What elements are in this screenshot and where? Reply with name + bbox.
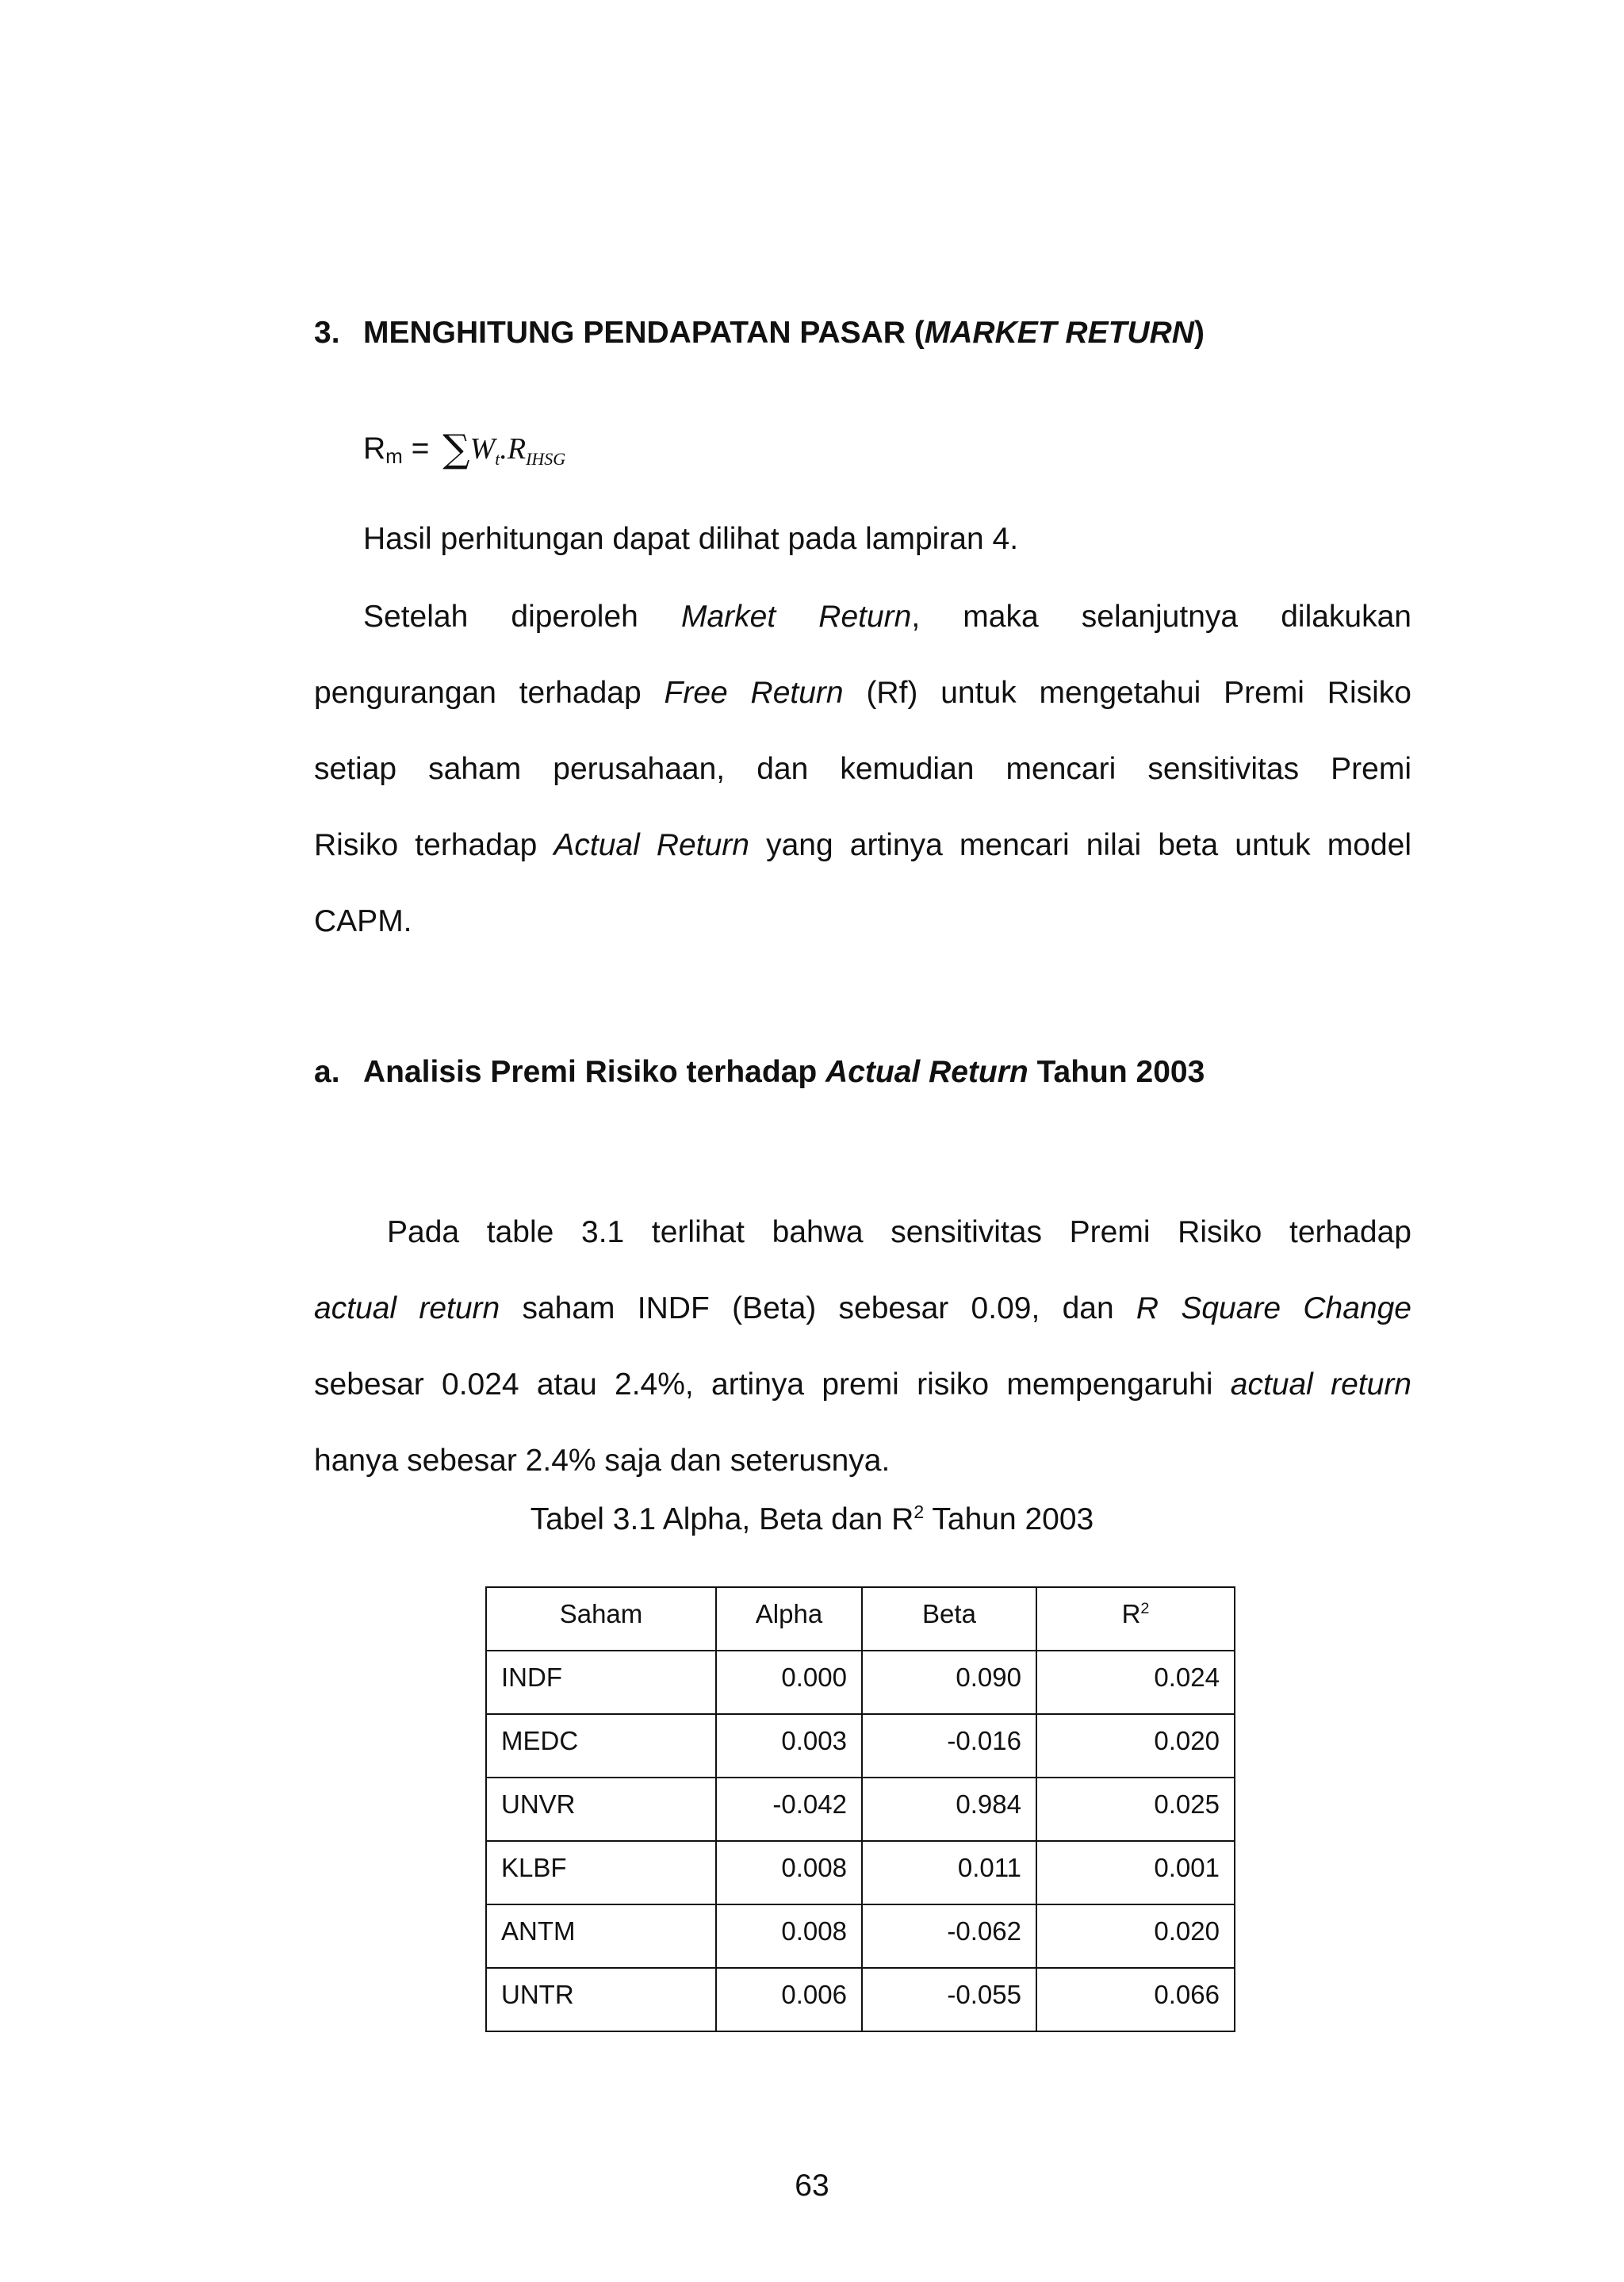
paragraph-line: CAPM. xyxy=(314,904,412,938)
paragraph-line: setiap saham perusahaan, dan kemudian mencari sensitivitas Premi xyxy=(314,752,1411,786)
paragraph-line: hanya sebesar 2.4% saja dan seterusnya. xyxy=(314,1444,891,1478)
sum-symbol: ∑ xyxy=(442,427,470,471)
column-header-r2: $R^2$ xyxy=(1036,1587,1235,1651)
column-header-beta: Beta xyxy=(862,1587,1036,1651)
subsection-heading xyxy=(314,1055,1205,1090)
cell-alpha: 0.003 xyxy=(716,1714,862,1778)
market-return-formula: $R_m = \sum W_t.R_{IHSG}$ xyxy=(363,427,566,471)
cell-r2: 0.001 xyxy=(1036,1841,1235,1904)
cell-saham: ANTM xyxy=(486,1904,716,1968)
cell-saham: UNTR xyxy=(486,1968,716,2031)
cell-r2: 0.024 xyxy=(1036,1651,1235,1714)
cell-saham: KLBF xyxy=(486,1841,716,1904)
section-title: MENGHITUNG PENDAPATAN PASAR (MARKET RETURN) xyxy=(363,316,1205,350)
cell-beta: 0.011 xyxy=(862,1841,1036,1904)
cell-saham: UNVR xyxy=(486,1778,716,1841)
alpha-beta-table xyxy=(485,1586,1235,2032)
table-header-row xyxy=(486,1587,1235,1651)
cell-beta: 0.984 xyxy=(862,1778,1036,1841)
cell-alpha: 0.000 xyxy=(716,1651,862,1714)
cell-beta: -0.062 xyxy=(862,1904,1036,1968)
paragraph-line: Setelah diperoleh Market Return, maka selanjutnya dilakukan xyxy=(363,600,1411,634)
cell-beta: -0.016 xyxy=(862,1714,1036,1778)
cell-saham: INDF xyxy=(486,1651,716,1714)
cell-r2: 0.025 xyxy=(1036,1778,1235,1841)
paragraph-result-note: Hasil perhitungan dapat dilihat pada lampiran 4. xyxy=(363,522,1019,556)
cell-alpha: 0.006 xyxy=(716,1968,862,2031)
paragraph-line: pengurangan terhadap Free Return (Rf) untuk mengetahui Premi Risiko xyxy=(314,676,1411,710)
table-row xyxy=(486,1904,1235,1968)
column-header-alpha: Alpha xyxy=(716,1587,862,1651)
paragraph-line: actual return saham INDF (Beta) sebesar 0.09, dan R Square Change xyxy=(314,1291,1411,1325)
section-number: 3. xyxy=(314,316,340,350)
paragraph-line: sebesar 0.024 atau 2.4%, artinya premi risiko mempengaruhi actual return xyxy=(314,1367,1411,1402)
table-row xyxy=(486,1651,1235,1714)
paragraph-line: Risiko terhadap Actual Return yang artinya mencari nilai beta untuk model xyxy=(314,828,1411,862)
paragraph-line: Pada table 3.1 terlihat bahwa sensitivitas Premi Risiko terhadap xyxy=(387,1215,1411,1249)
table-row xyxy=(486,1968,1235,2031)
cell-beta: 0.090 xyxy=(862,1651,1036,1714)
cell-alpha: -0.042 xyxy=(716,1778,862,1841)
page-number: 63 xyxy=(795,2169,829,2203)
section-heading xyxy=(314,316,1205,351)
cell-r2: 0.020 xyxy=(1036,1904,1235,1968)
subsection-number: a. xyxy=(314,1055,340,1089)
column-header-saham: Saham xyxy=(486,1587,716,1651)
table-caption: Tabel 3.1 Alpha, Beta dan $R^2$ Tahun 2003 xyxy=(530,1502,1094,1536)
table-row xyxy=(486,1841,1235,1904)
paragraph-market-return xyxy=(314,579,1411,960)
cell-saham: MEDC xyxy=(486,1714,716,1778)
cell-r2: 0.020 xyxy=(1036,1714,1235,1778)
subsection-title: Analisis Premi Risiko terhadap Actual Return Tahun 2003 xyxy=(363,1055,1205,1089)
cell-alpha: 0.008 xyxy=(716,1841,862,1904)
paragraph-analysis xyxy=(314,1195,1411,1499)
table-row xyxy=(486,1778,1235,1841)
table-row xyxy=(486,1714,1235,1778)
cell-alpha: 0.008 xyxy=(716,1904,862,1968)
cell-beta: -0.055 xyxy=(862,1968,1036,2031)
cell-r2: 0.066 xyxy=(1036,1968,1235,2031)
